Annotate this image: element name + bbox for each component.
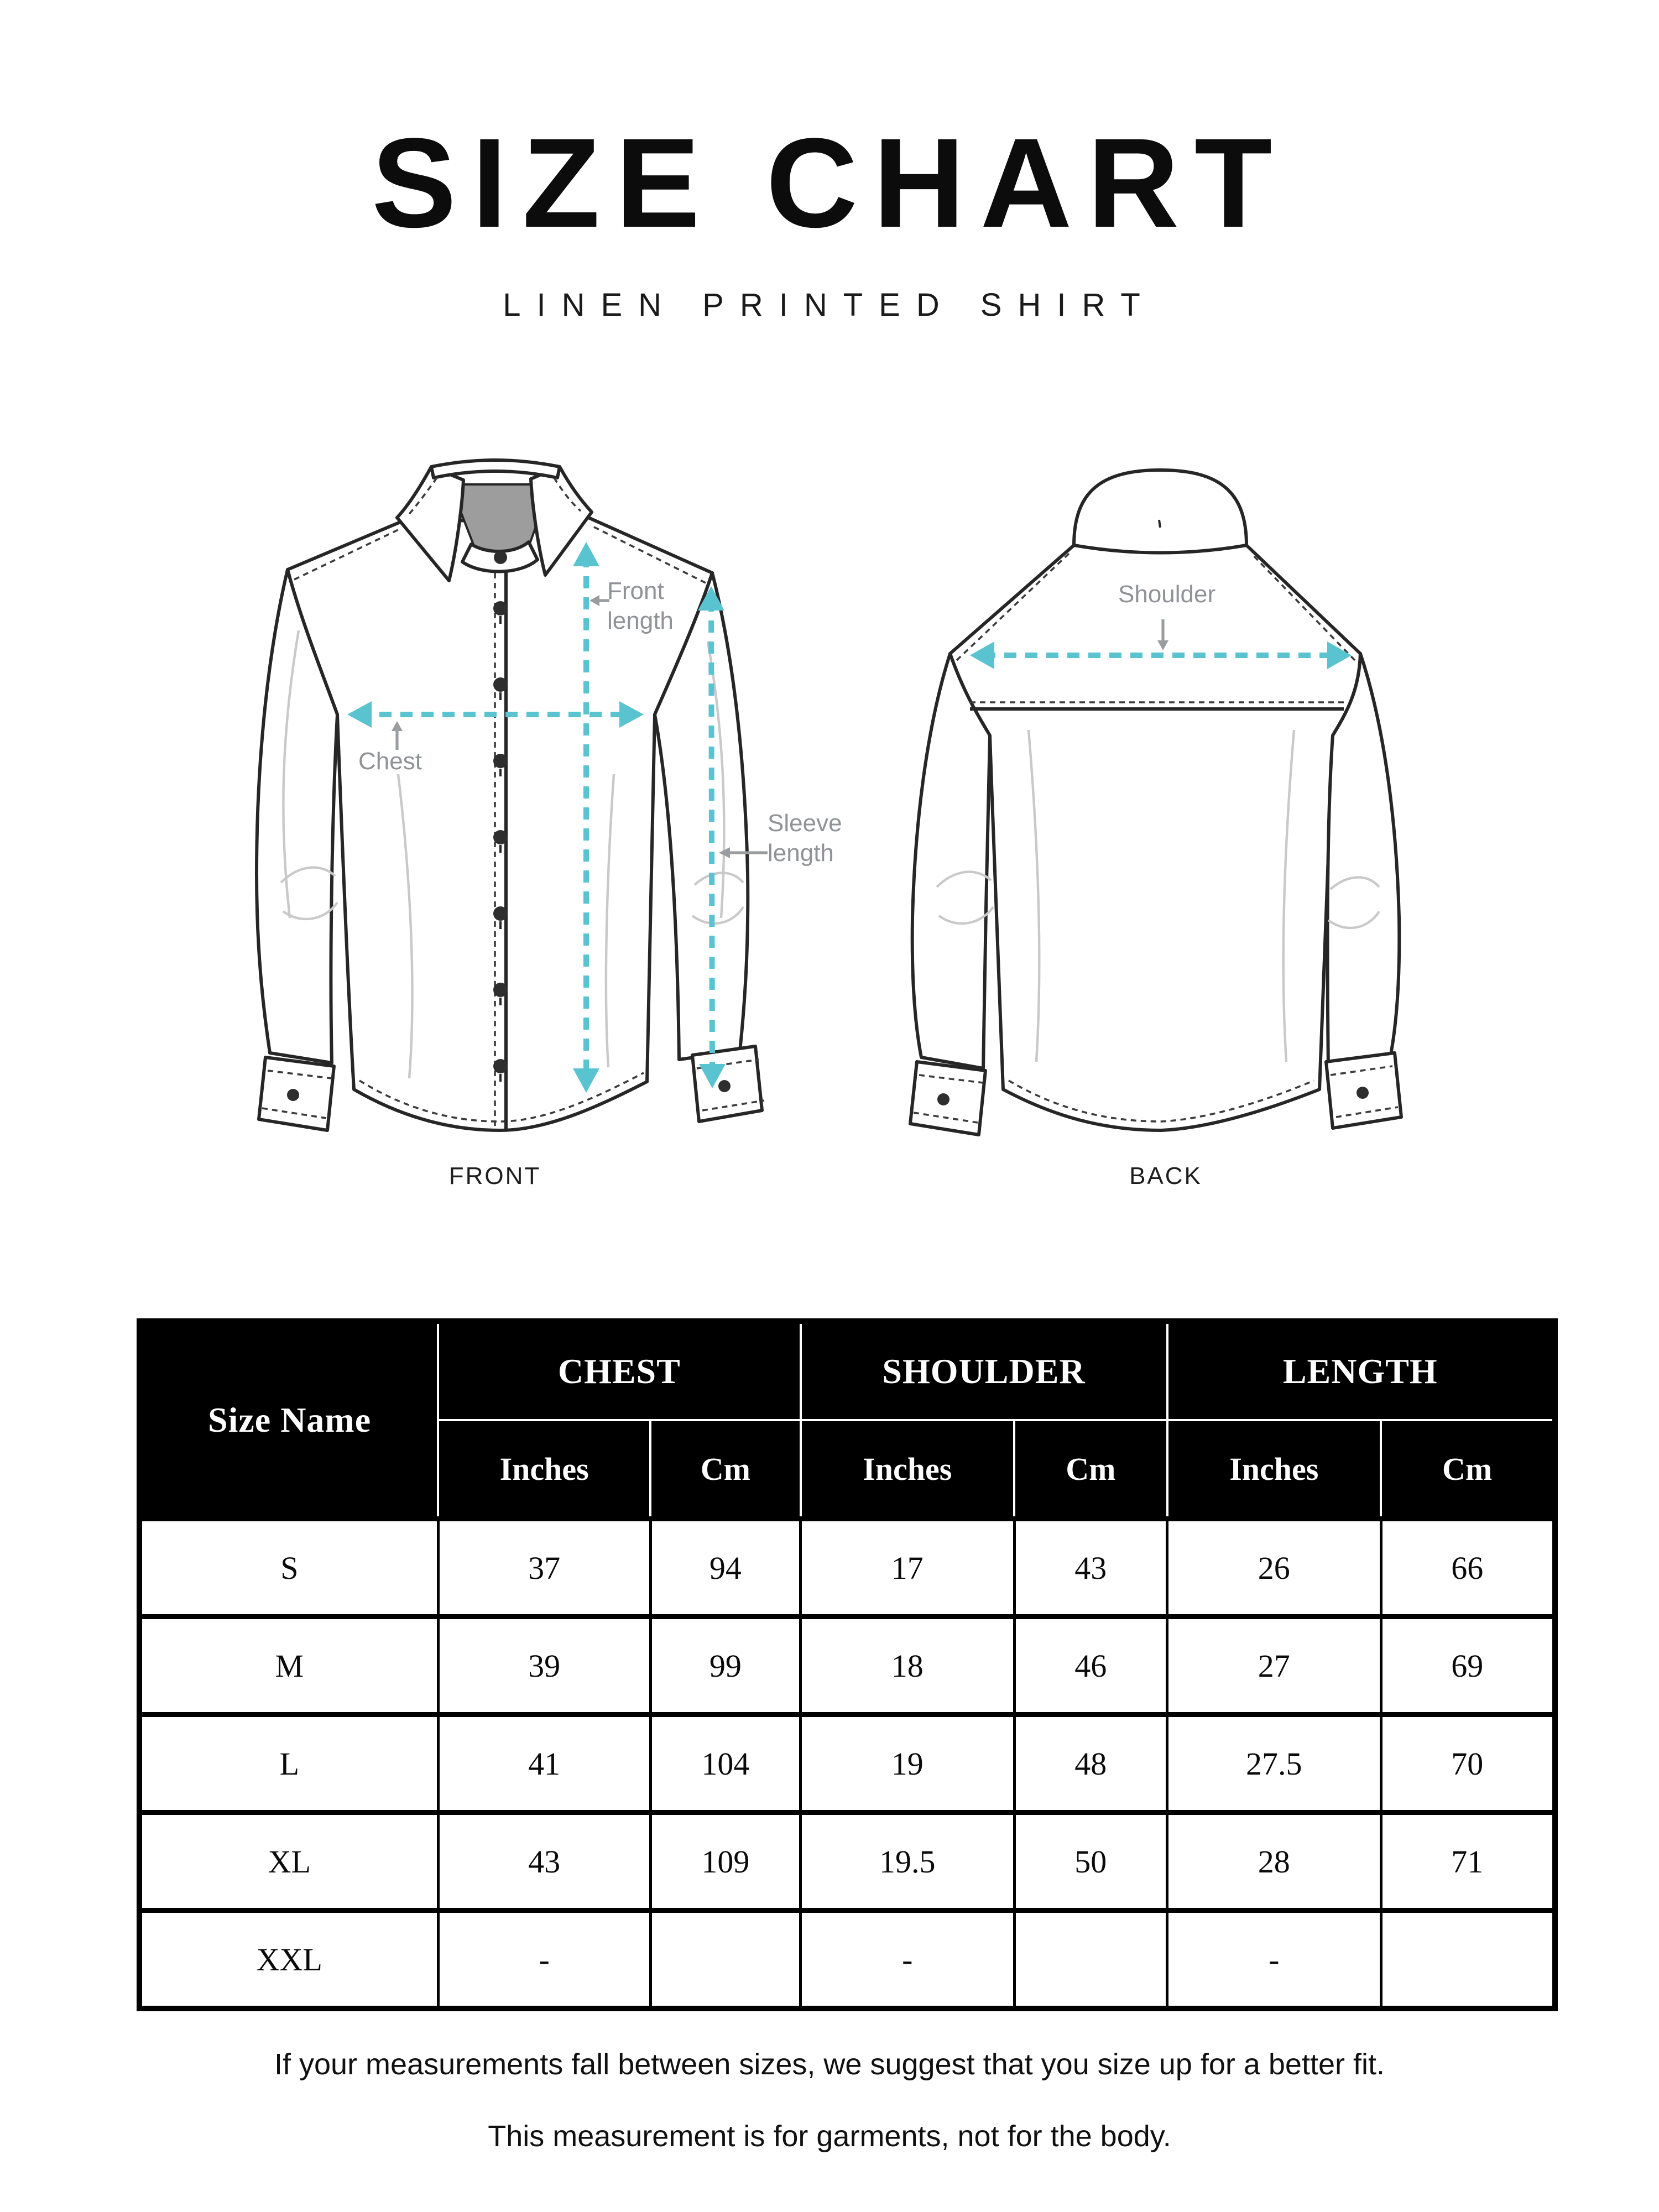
size-cell: S <box>139 1519 438 1617</box>
value-cell: 104 <box>650 1715 800 1813</box>
shoulder-label: Shoulder <box>1118 581 1216 608</box>
value-cell: - <box>438 1911 650 2009</box>
page-subtitle: LINEN PRINTED SHIRT <box>503 287 1156 323</box>
table-row <box>139 1519 1555 1617</box>
value-cell: 18 <box>801 1617 1015 1715</box>
chest-label: Chest <box>358 748 422 775</box>
value-cell <box>1014 1911 1167 2009</box>
table-row <box>139 1617 1555 1715</box>
front-length-label: Front length <box>607 577 674 634</box>
value-cell: 19.5 <box>801 1813 1015 1911</box>
size-cell: XXL <box>139 1911 438 2009</box>
unit-header: Cm <box>1381 1420 1555 1519</box>
value-cell: 27.5 <box>1167 1715 1381 1813</box>
size-table <box>137 1318 1558 2011</box>
back-caption: BACK <box>1129 1162 1202 1190</box>
back-collar <box>1074 470 1246 553</box>
table-row <box>139 1911 1555 2009</box>
value-cell: 27 <box>1167 1617 1381 1715</box>
back-right-cuff <box>1326 1053 1401 1128</box>
value-cell: 28 <box>1167 1813 1381 1911</box>
value-cell: 66 <box>1381 1519 1555 1617</box>
value-cell: 99 <box>650 1617 800 1715</box>
value-cell: 39 <box>438 1617 650 1715</box>
value-cell: 41 <box>438 1715 650 1813</box>
value-cell: 69 <box>1381 1617 1555 1715</box>
value-cell: 94 <box>650 1519 800 1617</box>
sleeve-length-label: Sleeve length <box>768 810 842 867</box>
front-left-cuff <box>259 1057 334 1130</box>
value-cell: - <box>1167 1911 1381 2009</box>
value-cell <box>650 1911 800 2009</box>
unit-header: Inches <box>801 1420 1015 1519</box>
page-title: SIZE CHART <box>372 112 1287 254</box>
unit-header: Inches <box>438 1420 650 1519</box>
back-left-sleeve <box>912 654 990 1068</box>
value-cell: 19 <box>801 1715 1015 1813</box>
fit-note <box>0 2028 1659 2172</box>
unit-header: Cm <box>1014 1420 1167 1519</box>
shoulder-group-header: SHOULDER <box>801 1321 1167 1420</box>
value-cell: 50 <box>1014 1813 1167 1911</box>
value-cell: 26 <box>1167 1519 1381 1617</box>
value-cell <box>1381 1911 1555 2009</box>
unit-header: Inches <box>1167 1420 1381 1519</box>
back-torso <box>950 545 1360 1130</box>
back-shirt-diagram <box>879 442 1443 1161</box>
size-cell: XL <box>139 1813 438 1911</box>
front-caption: FRONT <box>448 1162 541 1190</box>
value-cell: 46 <box>1014 1617 1167 1715</box>
value-cell: 109 <box>650 1813 800 1911</box>
value-cell: - <box>801 1911 1015 2009</box>
back-left-cuff <box>910 1062 985 1135</box>
chest-group-header: CHEST <box>438 1321 800 1420</box>
length-group-header: LENGTH <box>1167 1321 1555 1420</box>
table-row <box>139 1813 1555 1911</box>
value-cell: 43 <box>438 1813 650 1911</box>
value-cell: 70 <box>1381 1715 1555 1813</box>
size-cell: L <box>139 1715 438 1813</box>
table-row <box>139 1715 1555 1813</box>
value-cell: 43 <box>1014 1519 1167 1617</box>
front-shirt-diagram <box>232 442 830 1161</box>
fit-note-line1: If your measurements fall between sizes, we suggest that you size up for a better fit. <box>274 2048 1385 2081</box>
value-cell: 37 <box>438 1519 650 1617</box>
value-cell: 48 <box>1014 1715 1167 1813</box>
size-cell: M <box>139 1617 438 1715</box>
size-name-header: Size Name <box>139 1321 438 1519</box>
value-cell: 71 <box>1381 1813 1555 1911</box>
unit-header: Cm <box>650 1420 800 1519</box>
value-cell: 17 <box>801 1519 1015 1617</box>
front-right-cuff <box>692 1046 764 1121</box>
fit-note-line2: This measurement is for garments, not for the body. <box>488 2120 1171 2153</box>
